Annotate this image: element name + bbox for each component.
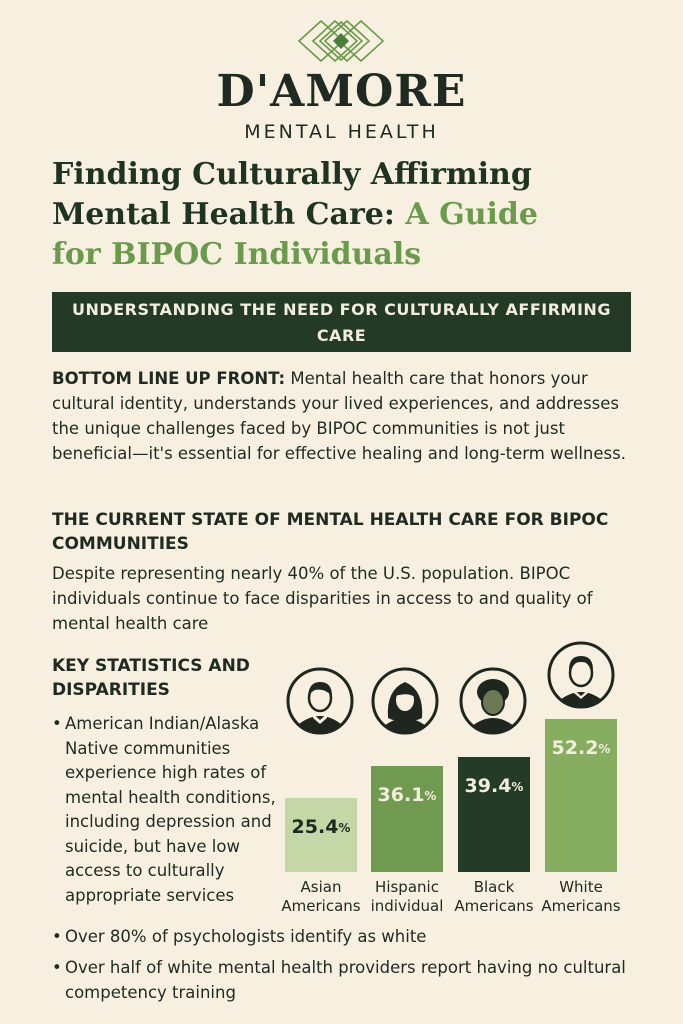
bar-hispanic-individual	[371, 766, 443, 872]
bar-black-americans	[458, 757, 530, 872]
banner-line-1: UNDERSTANDING THE NEED FOR CULTURALLY AFFIRMING	[72, 300, 611, 319]
bar-value-label: 36.1 %	[377, 784, 437, 806]
bar-asian-americans	[285, 798, 357, 872]
bar-value-label: 39.4 %	[464, 775, 524, 797]
brand-subtitle: MENTAL HEALTH	[244, 121, 439, 143]
asian-person-avatar-icon	[285, 666, 355, 736]
statistics-bullet-list	[52, 712, 287, 908]
black-person-avatar-icon	[458, 666, 528, 736]
bluf-text: Mental health care that honors your cultural identity, understands your lived experiences, and addresses the unique challenges faced by BIPOC communities is not just beneficial—it's essential for effective healing and long-term wellness.	[52, 369, 626, 463]
logo-diamond-icon	[291, 16, 391, 66]
title-line-2-dark: Mental Health Care:	[52, 197, 395, 232]
white-person-avatar-icon	[546, 640, 616, 710]
title-line-2	[52, 195, 652, 235]
bar-value-label: 52.2 %	[551, 737, 611, 759]
title-line-2-accent: A Guide	[394, 197, 538, 232]
key-statistics-heading: KEY STATISTICS AND DISPARITIES	[52, 656, 250, 700]
category-label: White Americans	[541, 878, 621, 915]
list-item	[52, 712, 287, 908]
page-title	[52, 155, 652, 275]
section-banner	[52, 292, 631, 352]
list-item	[52, 955, 652, 1005]
bullet-text: American Indian/Alaska Native communities experience high rates of mental health conditions, including depression and suicide, but have low access to culturally appropriate services	[65, 714, 276, 905]
bluf-label: BOTTOM LINE UP FRONT:	[52, 369, 286, 388]
banner-line-2: CARE	[316, 326, 367, 345]
bullet-icon: •	[52, 958, 62, 977]
list-item	[52, 924, 652, 949]
title-line-1: Finding Culturally Affirming	[52, 157, 532, 192]
current-state-heading: THE CURRENT STATE OF MENTAL HEALTH CARE FOR BIPOC COMMUNITIES	[52, 510, 609, 554]
category-label: Asian Americans	[281, 878, 361, 915]
hispanic-person-avatar-icon	[370, 666, 440, 736]
bullet-text: Over half of white mental health providers report having no cultural competency training	[65, 958, 626, 1002]
title-line-3: for BIPOC Individuals	[52, 237, 422, 272]
bullet-text: Over 80% of psychologists identify as white	[65, 927, 427, 946]
bullet-icon: •	[52, 927, 62, 946]
category-label: Black Americans	[454, 878, 534, 915]
category-label: Hispanic individual	[370, 878, 444, 915]
bullet-icon: •	[52, 714, 62, 733]
bar-white-americans	[545, 719, 617, 872]
bottom-line-paragraph	[52, 366, 642, 466]
bar-value-label: 25.4 %	[291, 816, 351, 838]
current-state-text: Despite representing nearly 40% of the U.S. population. BIPOC individuals continue to face disparities in access to and quality of mental health care	[52, 564, 593, 633]
brand-name: D'AMORE	[216, 66, 467, 117]
provider-bullet-list	[52, 924, 652, 1011]
